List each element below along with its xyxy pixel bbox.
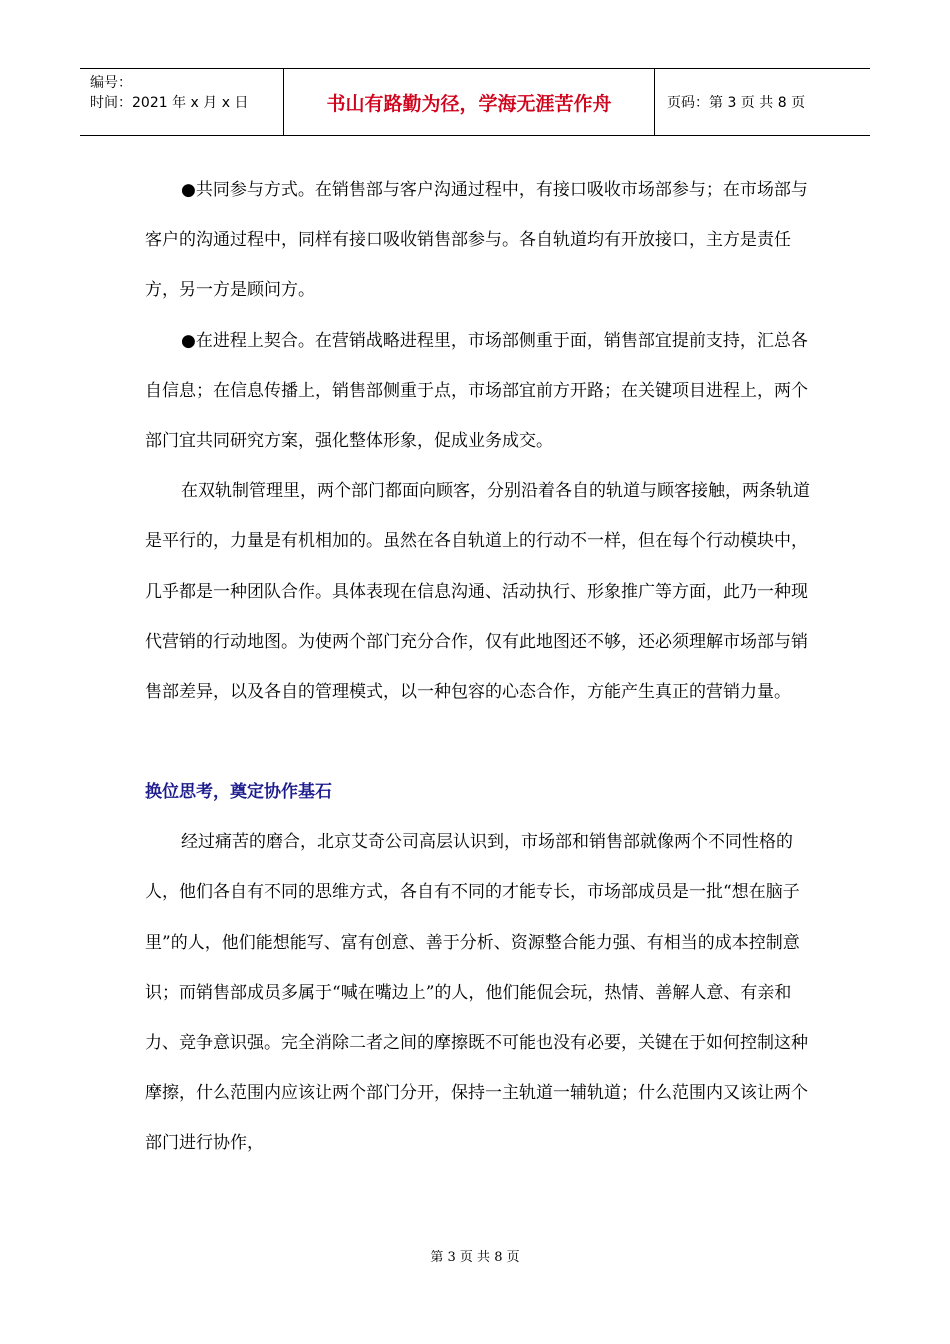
spacer bbox=[145, 717, 815, 767]
paragraph-text: ●在进程上契合。在营销战略进程里，市场部侧重于面，销售部宜提前支持，汇总各自信息；在信息传播上，销售部侧重于点，市场部宜前方开路；在关键项目进程上，两个部门宜共同研究方案，强化整体形象，促成业务成交。 bbox=[145, 330, 808, 452]
section-heading: 换位思考，奠定协作基石 bbox=[145, 782, 332, 803]
paragraph-text: 在双轨制管理里，两个部门都面向顾客，分别沿着各自的轨道与顾客接触，两条轨道是平行的，力量是有机相加的。虽然在各自轨道上的行动不一样，但在每个行动模块中，几乎都是一种团队合作。具体表现在信息沟通、活动执行、形象推广等方面，此乃一种现代营销的行动地图。为使两个部门充分合作，仅有此地图还不够，还必须理解市场部与销售部差异，以及各自的管理模式，以一种包容的心态合作，方能产生真正的营销力量。 bbox=[145, 481, 810, 703]
page-footer: 第 3 页 共 8 页 bbox=[430, 1250, 520, 1265]
paragraph-text: ●共同参与方式。在销售部与客户沟通过程中，有接口吸收市场部参与；在市场部与客户的沟通过程中，同样有接口吸收销售部参与。各自轨道均有开放接口，主方是责任方，另一方是顾问方。 bbox=[145, 180, 808, 301]
paragraph bbox=[145, 466, 815, 717]
paragraph bbox=[145, 316, 815, 467]
document-header bbox=[80, 68, 870, 136]
motto-text: 书山有路勤为径，学海无涯苦作舟 bbox=[326, 92, 612, 115]
time-label: 时间：2021 年 x 月 x 日 bbox=[90, 95, 249, 111]
header-page-info bbox=[655, 69, 870, 135]
paragraph bbox=[145, 165, 815, 316]
document-body bbox=[145, 165, 815, 1169]
header-motto bbox=[283, 69, 655, 135]
paragraph bbox=[145, 817, 815, 1168]
number-label: 编号： bbox=[90, 75, 132, 91]
header-meta bbox=[80, 69, 283, 135]
page-info-text: 页码：第 3 页 共 8 页 bbox=[667, 95, 806, 111]
paragraph-text: 经过痛苦的磨合，北京艾奇公司高层认识到，市场部和销售部就像两个不同性格的人，他们各自有不同的思维方式，各自有不同的才能专长，市场部成员是一批“想在脑子里”的人，他们能想能写、富有创意、善于分析、资源整合能力强、有相当的成本控制意识；而销售部成员多属于“喊在嘴边上”的人，他们能侃会玩，热情、善解人意、有亲和力、竞争意识强。完全消除二者之间的摩擦既不可能也没有必要，关键在于如何控制这种摩擦，什么范围内应该让两个部门分开，保持一主轨道一辅轨道；什么范围内又该让两个部门进行协作， bbox=[145, 832, 808, 1154]
